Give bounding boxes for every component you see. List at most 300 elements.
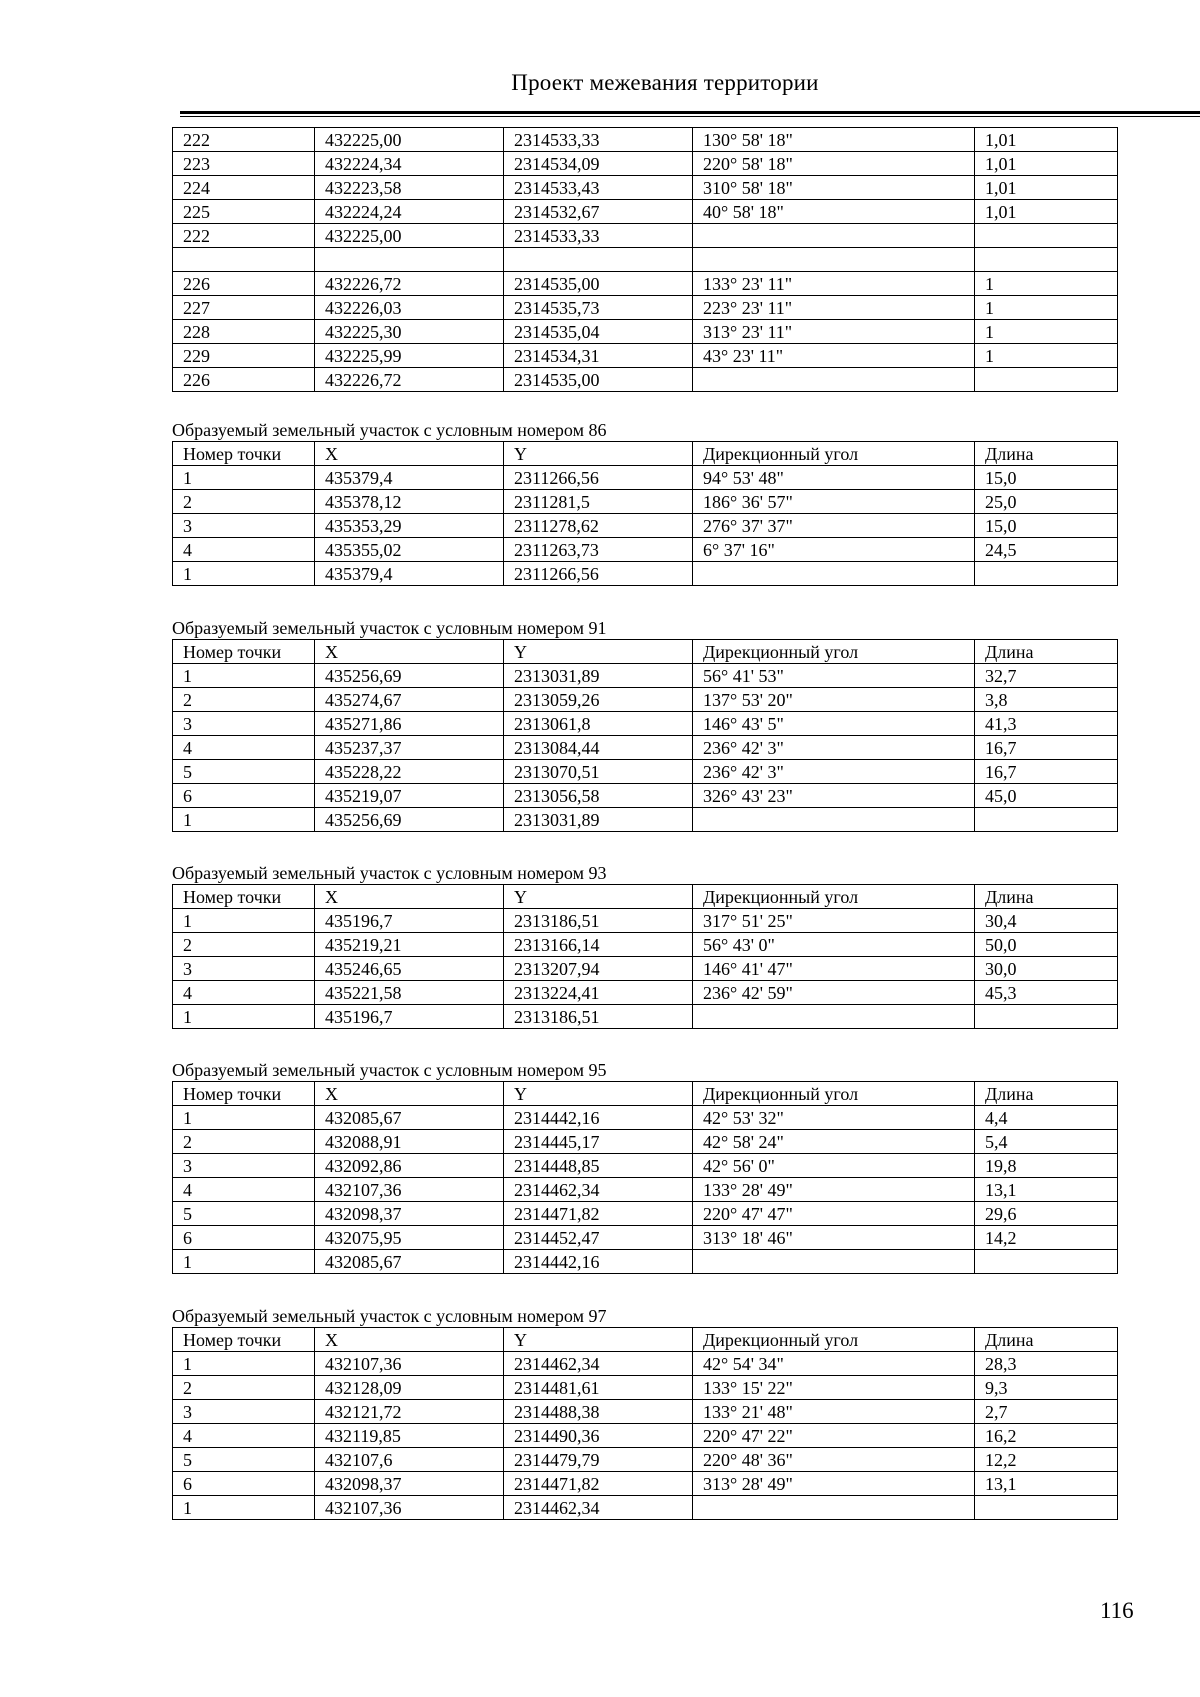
coordinates-table xyxy=(172,441,1118,586)
table-cell: 4,4 xyxy=(975,1106,1118,1130)
table-cell: 19,8 xyxy=(975,1154,1118,1178)
table-cell: 24,5 xyxy=(975,538,1118,562)
table-row xyxy=(173,272,1118,296)
table-row xyxy=(173,760,1118,784)
table-cell: 1 xyxy=(975,344,1118,368)
table-cell: 313° 28' 49" xyxy=(693,1472,975,1496)
plot-caption: Образуемый земельный участок с условным номером 95 xyxy=(172,1060,607,1080)
table-cell: 2314445,17 xyxy=(504,1130,693,1154)
table-cell: 435219,07 xyxy=(315,784,504,808)
table-cell: 146° 43' 5" xyxy=(693,712,975,736)
table-cell: 432107,36 xyxy=(315,1496,504,1520)
table-cell: 2 xyxy=(173,1376,315,1400)
table-cell: 236° 42' 3" xyxy=(693,736,975,760)
table-cell: 4 xyxy=(173,1178,315,1202)
table-row xyxy=(173,1424,1118,1448)
table-cell: 435379,4 xyxy=(315,562,504,586)
table-cell: 4 xyxy=(173,1424,315,1448)
table-cell: 2313224,41 xyxy=(504,981,693,1005)
table-row xyxy=(173,514,1118,538)
table-cell: 14,2 xyxy=(975,1226,1118,1250)
table-row xyxy=(173,688,1118,712)
table-cell: 435221,58 xyxy=(315,981,504,1005)
table-row xyxy=(173,1202,1118,1226)
table-cell: 432107,6 xyxy=(315,1448,504,1472)
table-cell xyxy=(975,562,1118,586)
plot-91-section xyxy=(172,618,1117,832)
table-cell: 6 xyxy=(173,784,315,808)
table-cell xyxy=(693,224,975,248)
table-cell: 1 xyxy=(173,909,315,933)
column-header: Y xyxy=(504,640,693,664)
table-cell: 1 xyxy=(173,562,315,586)
table-cell: 229 xyxy=(173,344,315,368)
table-cell: 2,7 xyxy=(975,1400,1118,1424)
table-cell: 32,7 xyxy=(975,664,1118,688)
coordinates-table xyxy=(172,884,1118,1029)
table-cell: 326° 43' 23" xyxy=(693,784,975,808)
table-row xyxy=(173,808,1118,832)
table-cell: 2314442,16 xyxy=(504,1106,693,1130)
table-cell: 2313059,26 xyxy=(504,688,693,712)
table-cell: 133° 15' 22" xyxy=(693,1376,975,1400)
table-cell xyxy=(504,248,693,272)
table-row xyxy=(173,784,1118,808)
table-cell: 2313031,89 xyxy=(504,664,693,688)
table-cell: 2313084,44 xyxy=(504,736,693,760)
table-cell: 1 xyxy=(173,664,315,688)
table-cell: 223° 23' 11" xyxy=(693,296,975,320)
table-row xyxy=(173,152,1118,176)
column-header: X xyxy=(315,1328,504,1352)
table-cell xyxy=(693,368,975,392)
table-cell: 2 xyxy=(173,490,315,514)
table-cell: 435219,21 xyxy=(315,933,504,957)
table-cell: 42° 53' 32" xyxy=(693,1106,975,1130)
table-row xyxy=(173,1400,1118,1424)
table-cell: 133° 21' 48" xyxy=(693,1400,975,1424)
table-cell: 2314534,09 xyxy=(504,152,693,176)
column-header: X xyxy=(315,442,504,466)
table-cell: 432098,37 xyxy=(315,1472,504,1496)
table-cell: 2314533,33 xyxy=(504,224,693,248)
column-header: Длина xyxy=(975,1328,1118,1352)
table-row xyxy=(173,490,1118,514)
table-cell: 227 xyxy=(173,296,315,320)
table-cell: 2314535,73 xyxy=(504,296,693,320)
table-cell: 432225,00 xyxy=(315,128,504,152)
table-cell: 6 xyxy=(173,1226,315,1250)
table-cell: 310° 58' 18" xyxy=(693,176,975,200)
table-cell: 5 xyxy=(173,1202,315,1226)
table-cell: 9,3 xyxy=(975,1376,1118,1400)
table-cell: 16,2 xyxy=(975,1424,1118,1448)
table-row xyxy=(173,1178,1118,1202)
plot-caption: Образуемый земельный участок с условным номером 91 xyxy=(172,618,607,638)
column-header: Y xyxy=(504,885,693,909)
plot-caption: Образуемый земельный участок с условным номером 97 xyxy=(172,1306,607,1326)
table-row xyxy=(173,296,1118,320)
table-cell: 186° 36' 57" xyxy=(693,490,975,514)
table-cell: 130° 58' 18" xyxy=(693,128,975,152)
table-cell: 432088,91 xyxy=(315,1130,504,1154)
table-row xyxy=(173,368,1118,392)
table-cell: 16,7 xyxy=(975,736,1118,760)
table-cell: 435246,65 xyxy=(315,957,504,981)
table-cell: 133° 28' 49" xyxy=(693,1178,975,1202)
table-cell: 25,0 xyxy=(975,490,1118,514)
table-cell: 220° 47' 47" xyxy=(693,1202,975,1226)
table-row xyxy=(173,1448,1118,1472)
table-cell: 30,4 xyxy=(975,909,1118,933)
table-cell: 2314532,67 xyxy=(504,200,693,224)
table-cell: 220° 58' 18" xyxy=(693,152,975,176)
table-cell: 435379,4 xyxy=(315,466,504,490)
table-cell: 2311263,73 xyxy=(504,538,693,562)
table-cell: 2314533,33 xyxy=(504,128,693,152)
table-cell: 15,0 xyxy=(975,466,1118,490)
table-cell: 3,8 xyxy=(975,688,1118,712)
table-cell: 432085,67 xyxy=(315,1250,504,1274)
table-cell: 228 xyxy=(173,320,315,344)
column-header: Дирекционный угол xyxy=(693,885,975,909)
header-rule-thin xyxy=(180,116,1200,117)
table-cell: 2311278,62 xyxy=(504,514,693,538)
table-cell: 432225,00 xyxy=(315,224,504,248)
table-cell: 45,0 xyxy=(975,784,1118,808)
table-cell: 432223,58 xyxy=(315,176,504,200)
table-cell xyxy=(693,562,975,586)
table-cell: 137° 53' 20" xyxy=(693,688,975,712)
table-cell: 432226,72 xyxy=(315,272,504,296)
page-number: 116 xyxy=(1100,1598,1134,1623)
table-cell: 432225,30 xyxy=(315,320,504,344)
table-row xyxy=(173,1226,1118,1250)
column-header: Длина xyxy=(975,1082,1118,1106)
table-cell xyxy=(975,368,1118,392)
table-cell: 1 xyxy=(975,320,1118,344)
plot-caption: Образуемый земельный участок с условным номером 86 xyxy=(172,420,607,440)
plot-caption: Образуемый земельный участок с условным номером 93 xyxy=(172,863,607,883)
table-cell: 313° 23' 11" xyxy=(693,320,975,344)
column-header: Дирекционный угол xyxy=(693,640,975,664)
table-cell: 1,01 xyxy=(975,128,1118,152)
coordinates-table xyxy=(172,127,1118,392)
column-header: X xyxy=(315,885,504,909)
column-header: Номер точки xyxy=(173,885,315,909)
table-cell: 432226,03 xyxy=(315,296,504,320)
table-cell: 2314452,47 xyxy=(504,1226,693,1250)
table-cell: 1,01 xyxy=(975,152,1118,176)
table-cell xyxy=(975,224,1118,248)
table-row xyxy=(173,466,1118,490)
table-row xyxy=(173,1106,1118,1130)
plot-97-section xyxy=(172,1306,1117,1520)
table-cell: 435378,12 xyxy=(315,490,504,514)
column-header: X xyxy=(315,640,504,664)
table-cell: 236° 42' 3" xyxy=(693,760,975,784)
table-cell: 1 xyxy=(975,272,1118,296)
column-header: Дирекционный угол xyxy=(693,1082,975,1106)
table-cell: 2311281,5 xyxy=(504,490,693,514)
table-cell xyxy=(693,1250,975,1274)
table-cell: 1 xyxy=(173,466,315,490)
table-cell: 435256,69 xyxy=(315,808,504,832)
table-cell: 3 xyxy=(173,957,315,981)
plot-95-section xyxy=(172,1060,1117,1274)
table-cell: 15,0 xyxy=(975,514,1118,538)
table-cell: 432098,37 xyxy=(315,1202,504,1226)
table-cell: 435353,29 xyxy=(315,514,504,538)
table-cell: 2314462,34 xyxy=(504,1496,693,1520)
table-cell: 2314479,79 xyxy=(504,1448,693,1472)
table-cell: 432226,72 xyxy=(315,368,504,392)
table-row xyxy=(173,664,1118,688)
table-row xyxy=(173,176,1118,200)
table-cell: 1 xyxy=(173,1352,315,1376)
column-header: Номер точки xyxy=(173,640,315,664)
table-cell: 1 xyxy=(173,1106,315,1130)
table-cell: 2314535,04 xyxy=(504,320,693,344)
table-cell: 220° 47' 22" xyxy=(693,1424,975,1448)
table-row xyxy=(173,1250,1118,1274)
table-cell xyxy=(173,248,315,272)
table-row xyxy=(173,1352,1118,1376)
table-cell: 40° 58' 18" xyxy=(693,200,975,224)
table-row xyxy=(173,128,1118,152)
table-row xyxy=(173,1154,1118,1178)
table-cell: 1,01 xyxy=(975,200,1118,224)
table-cell: 1 xyxy=(975,296,1118,320)
table-cell: 224 xyxy=(173,176,315,200)
table-cell: 2 xyxy=(173,1130,315,1154)
table-cell xyxy=(693,248,975,272)
table-row xyxy=(173,538,1118,562)
table-cell: 432092,86 xyxy=(315,1154,504,1178)
table-row xyxy=(173,1376,1118,1400)
plot-93-section xyxy=(172,863,1117,1029)
table-cell: 5 xyxy=(173,1448,315,1472)
table-cell: 2314462,34 xyxy=(504,1352,693,1376)
table-cell: 313° 18' 46" xyxy=(693,1226,975,1250)
table-cell: 2314488,38 xyxy=(504,1400,693,1424)
table-cell: 146° 41' 47" xyxy=(693,957,975,981)
table-header-row xyxy=(173,1328,1118,1352)
table-cell: 435274,67 xyxy=(315,688,504,712)
table-cell: 12,2 xyxy=(975,1448,1118,1472)
table-cell: 432128,09 xyxy=(315,1376,504,1400)
table-cell xyxy=(975,248,1118,272)
table-cell: 2314535,00 xyxy=(504,272,693,296)
column-header: Дирекционный угол xyxy=(693,442,975,466)
table-cell: 29,6 xyxy=(975,1202,1118,1226)
table-row xyxy=(173,1472,1118,1496)
table-cell: 220° 48' 36" xyxy=(693,1448,975,1472)
table-cell: 432107,36 xyxy=(315,1352,504,1376)
table-cell: 50,0 xyxy=(975,933,1118,957)
table-cell: 222 xyxy=(173,128,315,152)
table-cell: 41,3 xyxy=(975,712,1118,736)
table-cell: 2311266,56 xyxy=(504,466,693,490)
table-cell: 432121,72 xyxy=(315,1400,504,1424)
table-cell: 432075,95 xyxy=(315,1226,504,1250)
table-cell xyxy=(315,248,504,272)
table-cell xyxy=(693,1005,975,1029)
table-cell: 2314462,34 xyxy=(504,1178,693,1202)
table-cell: 2313070,51 xyxy=(504,760,693,784)
table-row xyxy=(173,562,1118,586)
header-rule-thick xyxy=(180,111,1200,114)
table-cell: 1 xyxy=(173,1496,315,1520)
table-cell: 30,0 xyxy=(975,957,1118,981)
table-cell: 432224,34 xyxy=(315,152,504,176)
table-cell: 236° 42' 59" xyxy=(693,981,975,1005)
table-header-row xyxy=(173,442,1118,466)
table-cell: 432107,36 xyxy=(315,1178,504,1202)
coordinates-table xyxy=(172,639,1118,832)
table-cell: 56° 43' 0" xyxy=(693,933,975,957)
table-cell: 2314471,82 xyxy=(504,1202,693,1226)
table-cell: 42° 56' 0" xyxy=(693,1154,975,1178)
table-header-row xyxy=(173,1082,1118,1106)
table-cell: 2313061,8 xyxy=(504,712,693,736)
table-cell: 435228,22 xyxy=(315,760,504,784)
table-cell: 2314471,82 xyxy=(504,1472,693,1496)
table-cell: 42° 58' 24" xyxy=(693,1130,975,1154)
table-cell: 2313166,14 xyxy=(504,933,693,957)
table-header-row xyxy=(173,885,1118,909)
table-cell: 2314448,85 xyxy=(504,1154,693,1178)
table-row xyxy=(173,200,1118,224)
table-cell: 223 xyxy=(173,152,315,176)
table-cell: 28,3 xyxy=(975,1352,1118,1376)
table-row xyxy=(173,957,1118,981)
table-cell: 2313056,58 xyxy=(504,784,693,808)
table-cell: 1,01 xyxy=(975,176,1118,200)
table-cell: 45,3 xyxy=(975,981,1118,1005)
table-cell: 3 xyxy=(173,514,315,538)
table-cell: 4 xyxy=(173,981,315,1005)
table-cell xyxy=(975,1005,1118,1029)
table-cell: 2314442,16 xyxy=(504,1250,693,1274)
column-header: Номер точки xyxy=(173,442,315,466)
table-row xyxy=(173,1130,1118,1154)
table-row xyxy=(173,736,1118,760)
table-cell: 226 xyxy=(173,368,315,392)
table-row xyxy=(173,981,1118,1005)
table-cell: 435355,02 xyxy=(315,538,504,562)
table-cell: 432119,85 xyxy=(315,1424,504,1448)
table-cell: 2314535,00 xyxy=(504,368,693,392)
table-cell: 94° 53' 48" xyxy=(693,466,975,490)
table-cell: 2311266,56 xyxy=(504,562,693,586)
table-cell: 432225,99 xyxy=(315,344,504,368)
table-cell: 435237,37 xyxy=(315,736,504,760)
table-cell xyxy=(693,808,975,832)
table-cell: 2314533,43 xyxy=(504,176,693,200)
table-cell: 435256,69 xyxy=(315,664,504,688)
column-header: Длина xyxy=(975,885,1118,909)
table-cell: 3 xyxy=(173,1154,315,1178)
table-cell: 2314481,61 xyxy=(504,1376,693,1400)
table-cell: 317° 51' 25" xyxy=(693,909,975,933)
table-cell: 5,4 xyxy=(975,1130,1118,1154)
continued-coordinates-table xyxy=(172,127,1117,392)
table-header-row xyxy=(173,640,1118,664)
table-cell: 16,7 xyxy=(975,760,1118,784)
table-row xyxy=(173,344,1118,368)
table-cell: 13,1 xyxy=(975,1178,1118,1202)
table-row xyxy=(173,909,1118,933)
table-cell: 432224,24 xyxy=(315,200,504,224)
column-header: Y xyxy=(504,1082,693,1106)
table-cell: 225 xyxy=(173,200,315,224)
coordinates-table xyxy=(172,1327,1118,1520)
column-header: Длина xyxy=(975,640,1118,664)
table-cell xyxy=(693,1496,975,1520)
column-header: Номер точки xyxy=(173,1328,315,1352)
table-cell: 3 xyxy=(173,1400,315,1424)
table-cell: 1 xyxy=(173,808,315,832)
table-cell: 43° 23' 11" xyxy=(693,344,975,368)
table-cell: 2314490,36 xyxy=(504,1424,693,1448)
table-cell: 56° 41' 53" xyxy=(693,664,975,688)
plot-86-section xyxy=(172,420,1117,586)
column-header: Y xyxy=(504,1328,693,1352)
table-cell: 276° 37' 37" xyxy=(693,514,975,538)
table-cell: 222 xyxy=(173,224,315,248)
table-cell: 5 xyxy=(173,760,315,784)
page-header-title: Проект межевания территории xyxy=(511,70,819,95)
table-cell: 4 xyxy=(173,736,315,760)
table-cell: 435271,86 xyxy=(315,712,504,736)
table-cell: 4 xyxy=(173,538,315,562)
table-cell: 133° 23' 11" xyxy=(693,272,975,296)
column-header: Дирекционный угол xyxy=(693,1328,975,1352)
table-cell: 1 xyxy=(173,1005,315,1029)
table-cell: 432085,67 xyxy=(315,1106,504,1130)
table-cell xyxy=(975,1250,1118,1274)
table-cell: 1 xyxy=(173,1250,315,1274)
column-header: Длина xyxy=(975,442,1118,466)
table-row xyxy=(173,248,1118,272)
table-cell: 435196,7 xyxy=(315,1005,504,1029)
table-cell: 2 xyxy=(173,933,315,957)
table-row xyxy=(173,712,1118,736)
table-row xyxy=(173,933,1118,957)
column-header: X xyxy=(315,1082,504,1106)
column-header: Номер точки xyxy=(173,1082,315,1106)
table-cell: 2 xyxy=(173,688,315,712)
table-row xyxy=(173,1496,1118,1520)
coordinates-table xyxy=(172,1081,1118,1274)
column-header: Y xyxy=(504,442,693,466)
table-cell: 13,1 xyxy=(975,1472,1118,1496)
table-cell: 2313031,89 xyxy=(504,808,693,832)
table-cell: 435196,7 xyxy=(315,909,504,933)
table-cell: 6 xyxy=(173,1472,315,1496)
table-cell: 3 xyxy=(173,712,315,736)
table-cell: 6° 37' 16" xyxy=(693,538,975,562)
table-row xyxy=(173,224,1118,248)
table-cell: 2313186,51 xyxy=(504,909,693,933)
table-cell: 2313207,94 xyxy=(504,957,693,981)
table-row xyxy=(173,1005,1118,1029)
table-cell: 42° 54' 34" xyxy=(693,1352,975,1376)
table-cell xyxy=(975,1496,1118,1520)
table-cell: 2314534,31 xyxy=(504,344,693,368)
table-cell xyxy=(975,808,1118,832)
